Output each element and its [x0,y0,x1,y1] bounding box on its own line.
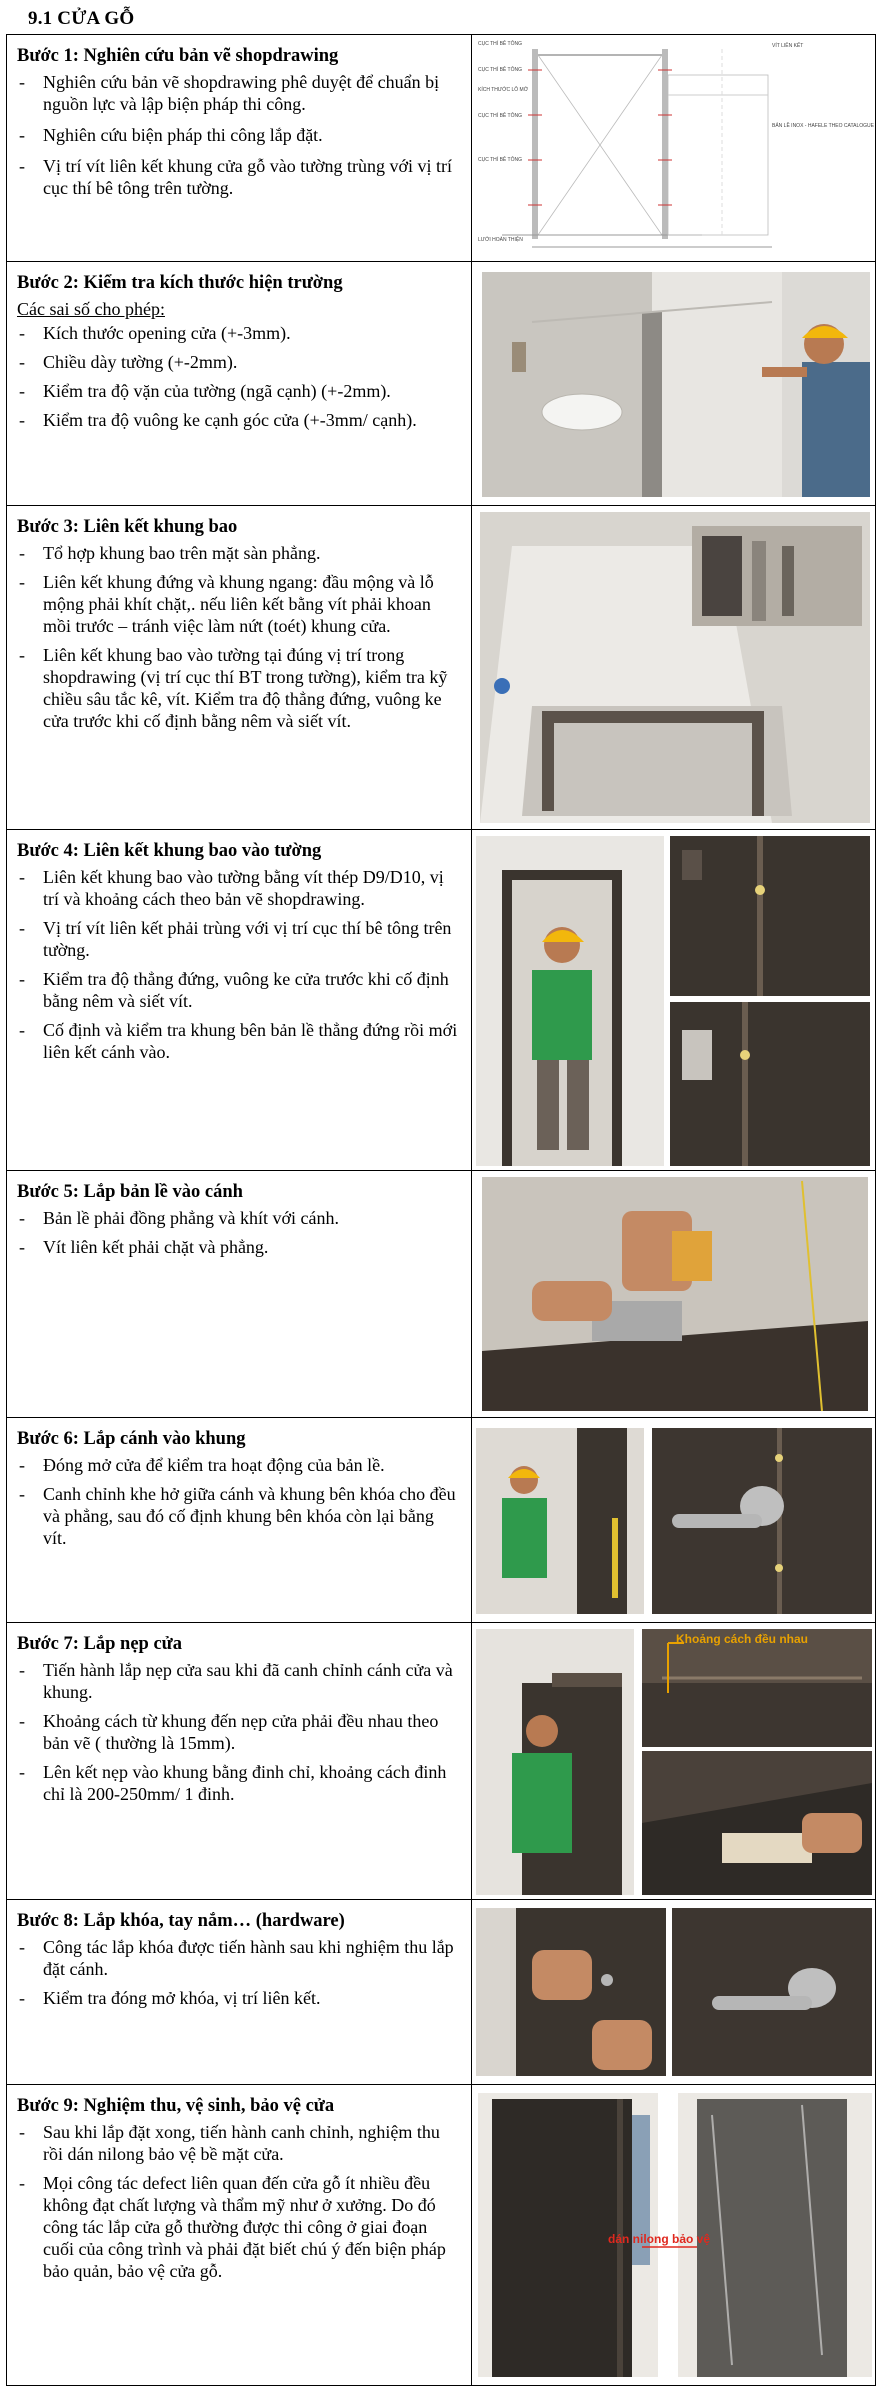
step-7 [6,1622,876,1900]
step-3-text [7,506,472,829]
step-3-item: - Tổ hợp khung bao trên mặt sàn phẳng. [17,542,461,564]
step-6-item: - Đóng mở cửa để kiểm tra hoạt động của bản lề. [17,1454,461,1476]
step-2-photo [472,262,875,505]
step-4-item: - Liên kết khung bao vào tường bằng vít thép D9/D10, vị trí và khoảng cách theo bản vẽ shopdrawing. [17,866,461,910]
drawing-label: CỤC THÍ BÊ TÔNG [478,113,522,119]
step-3 [6,505,876,830]
step-6-text [7,1418,472,1622]
step-9-item: - Sau khi lắp đặt xong, tiến hành canh chỉnh, nghiệm thu rồi dán nilong bảo vệ bề mặt cửa. [17,2121,461,2165]
drawing-label: CỤC THÍ BÊ TÔNG [478,157,522,163]
drawing-label: KÍCH THƯỚC LỖ MỞ [478,87,528,93]
step-4-item: - Cố định và kiểm tra khung bên bản lề thẳng đứng rồi mới liên kết cánh vào. [17,1019,461,1063]
step-7-item: - Khoảng cách từ khung đến nẹp cửa phải đều nhau theo bản vẽ ( thường là 15mm). [17,1710,461,1754]
step-1-item: - Nghiên cứu biện pháp thi công lắp đặt. [17,124,461,146]
step-7-text [7,1623,472,1899]
step-6-photos [472,1418,875,1622]
step-7-photos [472,1623,875,1899]
step-1 [6,34,876,262]
step-3-title: Bước 3: Liên kết khung bao [17,517,238,537]
hardware-install-photos [472,1900,875,2084]
step-2-item: - Kích thước opening cửa (+-3mm). [17,322,461,344]
photo-label-protective-film: dán nilong bảo vệ [608,2232,711,2246]
step-3-item: - Liên kết khung bao vào tường tại đúng vị trí trong shopdrawing (vị trí cục thí BT trong tường), kiểm tra kỹ chiều sâu tắc kê, vít. Kiểm tra độ thẳng đứng, vuông ke cửa trước khi cố định bằng nêm và siết vít. [17,644,461,732]
step-5-item: - Bản lề phải đồng phẳng và khít với cánh. [17,1207,461,1229]
drawing-label: VÍT LIÊN KẾT [772,43,804,49]
frame-assembly-photo [472,506,875,829]
step-8-item: - Kiểm tra đóng mở khóa, vị trí liên kết. [17,1987,461,2009]
frame-install-photos [472,830,875,1170]
step-9-text [7,2085,472,2385]
step-2-item: - Kiểm tra độ vuông ke cạnh góc cửa (+-3mm/ cạnh). [17,409,461,431]
casing-install-photos [472,1623,875,1899]
step-5 [6,1170,876,1418]
step-4 [6,829,876,1171]
step-4-item: - Kiểm tra độ thẳng đứng, vuông ke cửa trước khi cố định bằng nêm và siết vít. [17,968,461,1012]
step-5-title: Bước 5: Lắp bản lề vào cánh [17,1182,243,1202]
step-2-title: Bước 2: Kiểm tra kích thước hiện trường [17,273,343,293]
step-7-title: Bước 7: Lắp nẹp cửa [17,1634,183,1654]
step-8-text [7,1900,472,2084]
step-1-text [7,35,472,261]
step-2-item: - Kiểm tra độ vặn của tường (ngã cạnh) (+-2mm). [17,380,461,402]
step-8-title: Bước 8: Lắp khóa, tay nắm… (hardware) [17,1911,345,1931]
step-8-item: - Công tác lắp khóa được tiến hành sau khi nghiệm thu lắp đặt cánh. [17,1936,461,1980]
photo-label-even-spacing: Khoảng cách đều nhau [676,1632,809,1646]
drawing-label: CỤC THÍ BÊ TÔNG [478,41,522,47]
step-1-item: - Vị trí vít liên kết khung cửa gỗ vào tường trùng với vị trí cục thí bê tông trên tường. [17,155,461,199]
step-5-text [7,1171,472,1417]
step-2-item: - Chiều dày tường (+-2mm). [17,351,461,373]
step-8 [6,1899,876,2085]
step-2 [6,261,876,506]
drawing-label: CỤC THÍ BÊ TÔNG [478,67,522,73]
step-4-item: - Vị trí vít liên kết phải trùng với vị trí cục thí bê tông trên tường. [17,917,461,961]
site-measure-photo [472,262,875,505]
shopdrawing-figure [472,35,875,261]
drawing-label: LƯỚI HOÀN THIỆN [478,237,523,243]
step-3-item: - Liên kết khung đứng và khung ngang: đầu mộng và lỗ mộng phải khít chặt,. nếu liên kết bằng vít phải khoan mồi trước – tránh việc làm nứt (toét) khung cửa. [17,571,461,637]
step-6 [6,1417,876,1623]
step-5-item: - Vít liên kết phải chặt và phẳng. [17,1236,461,1258]
step-4-text [7,830,472,1170]
hinge-install-photo [472,1171,875,1417]
step-1-drawing [472,35,875,261]
step-9-title: Bước 9: Nghiệm thu, vệ sinh, bảo vệ cửa [17,2096,335,2116]
step-2-text [7,262,472,505]
step-1-title: Bước 1: Nghiên cứu bản vẽ shopdrawing [17,46,339,66]
step-6-title: Bước 6: Lắp cánh vào khung [17,1429,246,1449]
step-9-photos [472,2085,875,2385]
step-9-item: - Mọi công tác defect liên quan đến cửa gỗ ít nhiều đều không đạt chất lượng và thẩm mỹ như ở xưởng. Do đó công tác lắp cửa gỗ thường được thi công ở giai đoạn cuối của công trình và phải đặt biết chú ý đến biện pháp bảo quản, bảo vệ cửa gỗ. [17,2172,461,2282]
step-8-photos [472,1900,875,2084]
handover-protection-photos [472,2085,875,2385]
step-9 [6,2084,876,2386]
step-7-item: - Lên kết nẹp vào khung bằng đinh chỉ, khoảng cách đinh chỉ là 200-250mm/ 1 đinh. [17,1761,461,1805]
step-4-title: Bước 4: Liên kết khung bao vào tường [17,841,322,861]
drawing-label: BẢN LỀ INOX - HAFELE THEO CATALOGUE [772,123,874,129]
door-leaf-install-photos [472,1418,875,1622]
step-3-photo [472,506,875,829]
step-4-photos [472,830,875,1170]
step-7-item: - Tiến hành lắp nẹp cửa sau khi đã canh chỉnh cánh cửa và khung. [17,1659,461,1703]
section-title: 9.1 CỬA GỖ [28,8,135,29]
step-5-photo [472,1171,875,1417]
step-1-item: - Nghiên cứu bản vẽ shopdrawing phê duyệt để chuẩn bị nguồn lực và lập biện pháp thi công. [17,71,461,115]
step-6-item: - Canh chỉnh khe hở giữa cánh và khung bên khóa cho đều và phẳng, sau đó cố định khung bên khóa còn lại bằng vít. [17,1483,461,1549]
step-2-subtitle: Các sai số cho phép: [17,299,165,319]
